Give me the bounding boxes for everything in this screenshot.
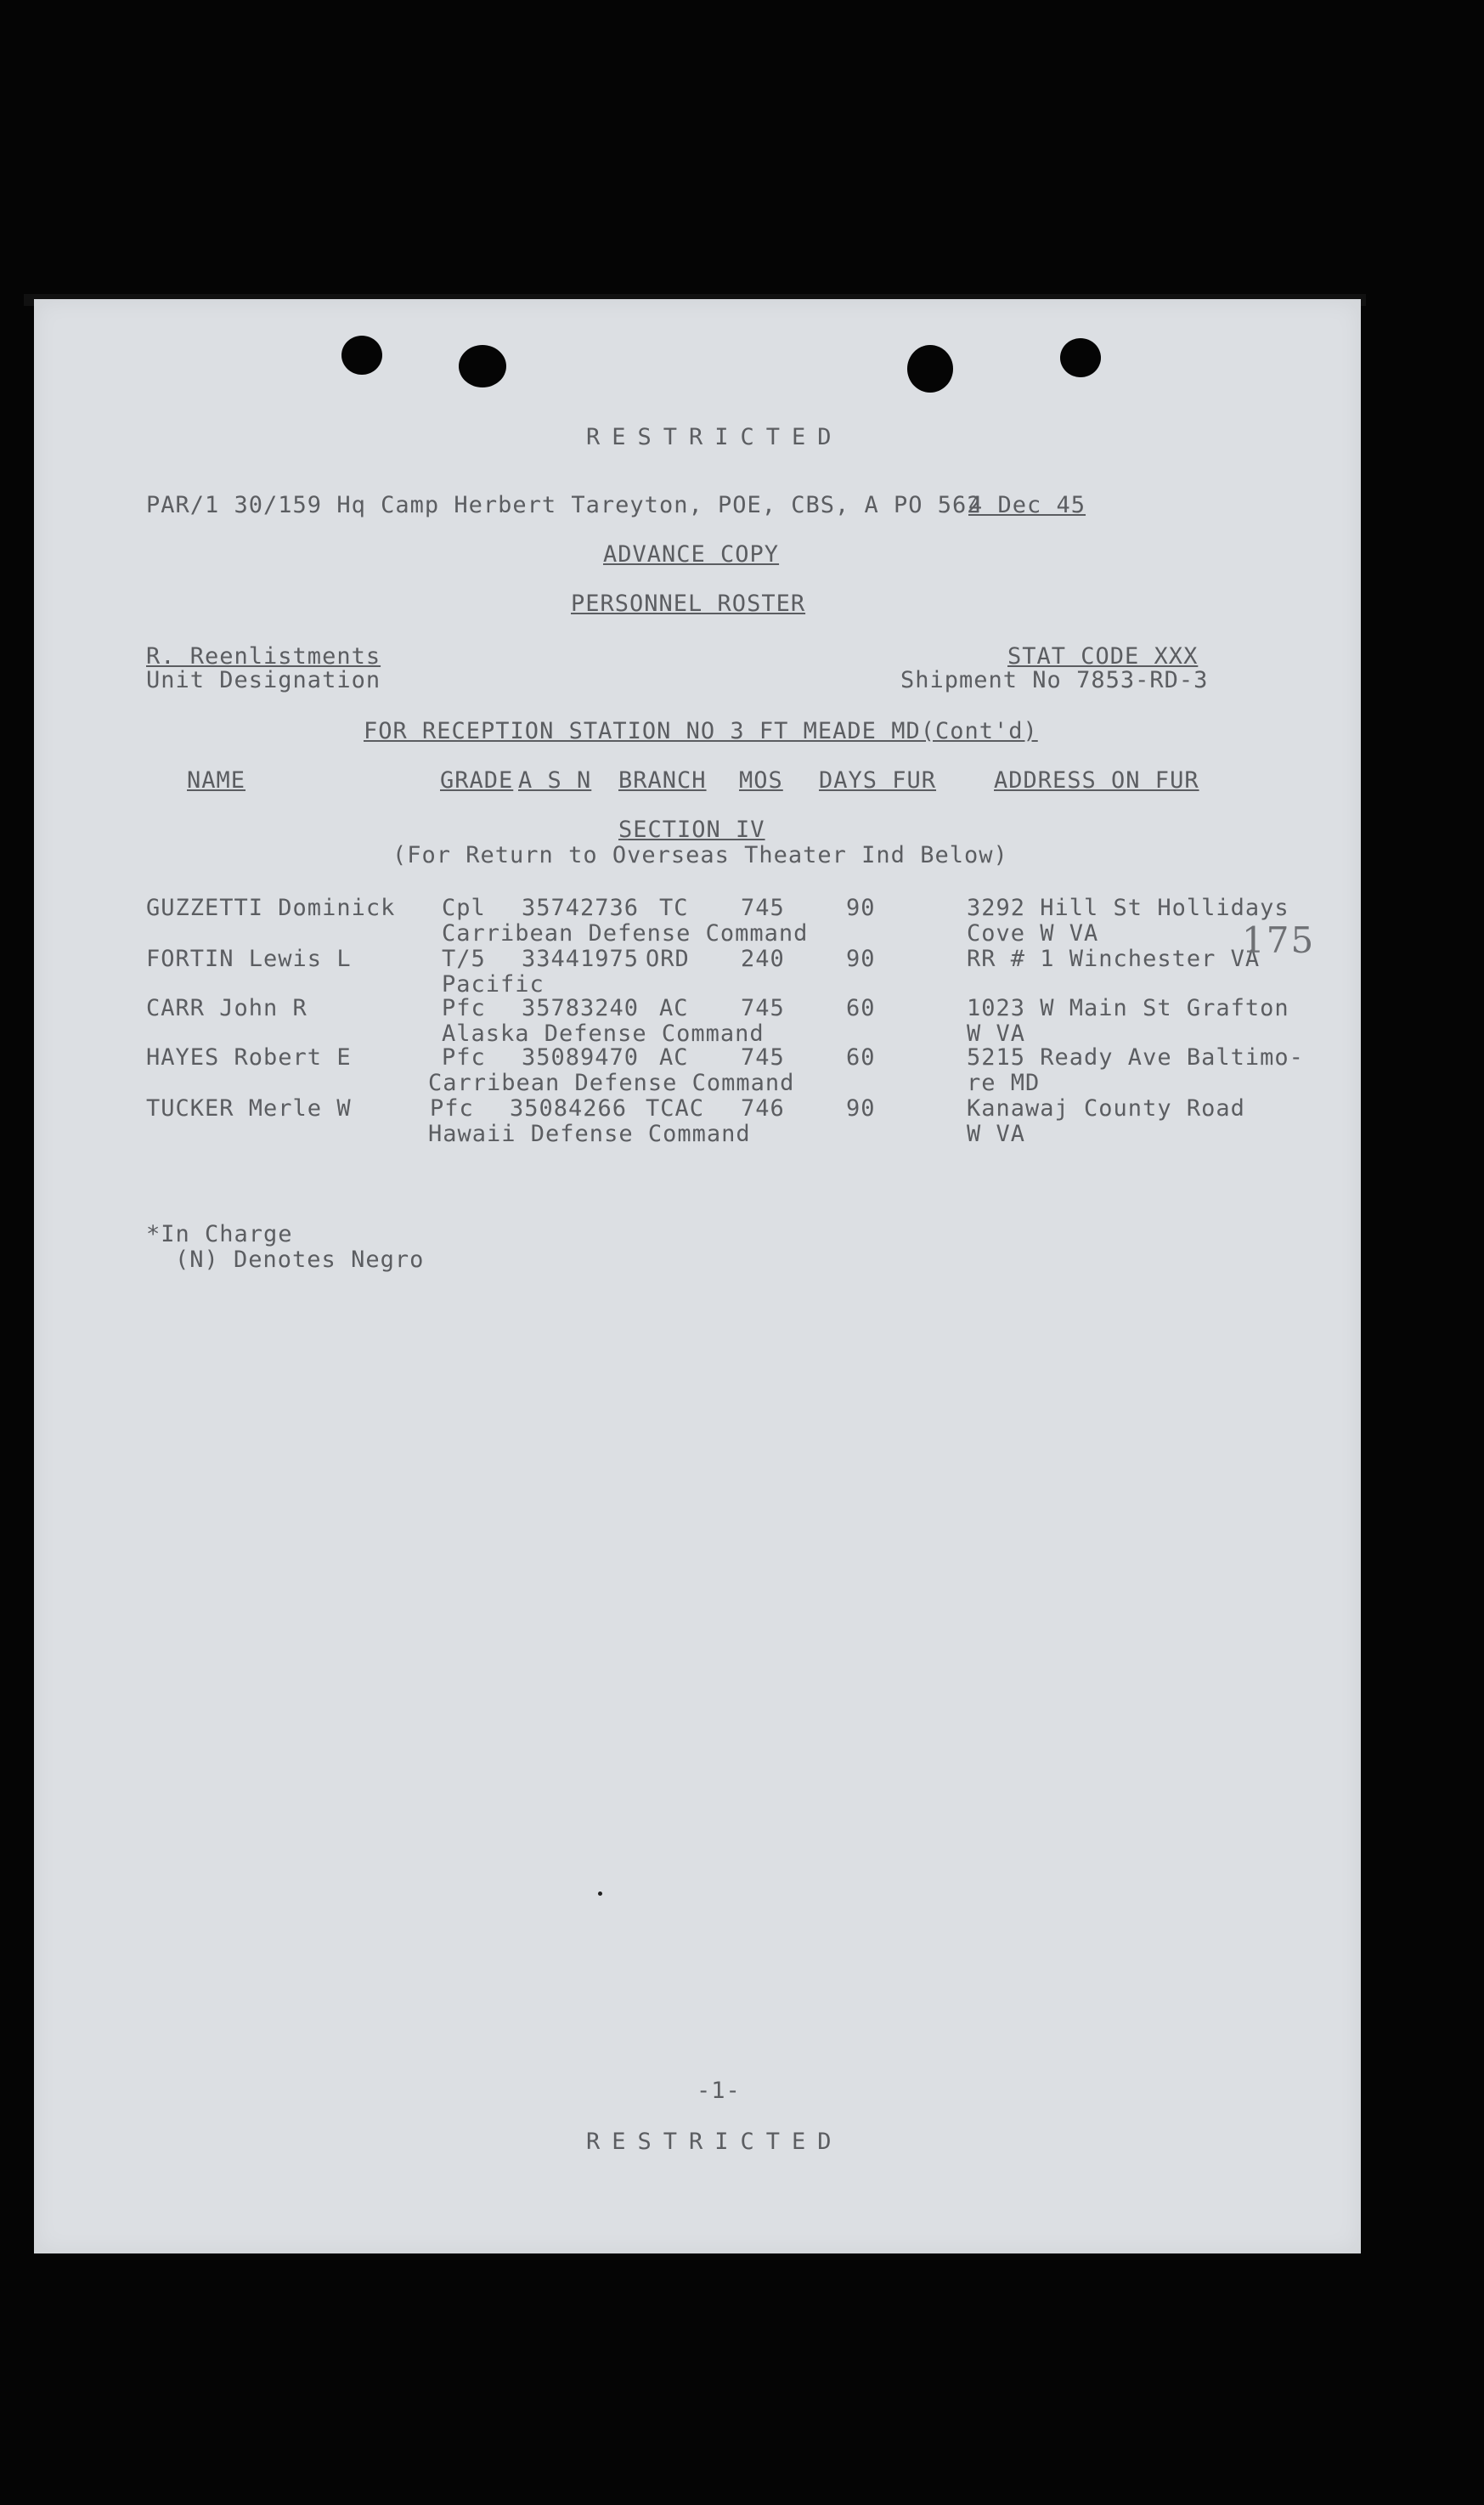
- row-mos: 745: [741, 895, 785, 921]
- punch-hole-1: [341, 336, 382, 375]
- row-name: TUCKER Merle W: [146, 1095, 352, 1122]
- classification-top: RESTRICTED: [586, 424, 844, 450]
- col-name: NAME: [187, 767, 246, 794]
- row-name: CARR John R: [146, 995, 308, 1021]
- row-branch: AC: [659, 1044, 689, 1071]
- row-days: 60: [846, 1044, 876, 1071]
- row-address1: 3292 Hill St Hollidays: [967, 895, 1289, 921]
- advance-copy: ADVANCE COPY: [603, 541, 780, 568]
- classification-bottom: RESTRICTED: [586, 2129, 844, 2155]
- row-grade: T/5: [442, 946, 486, 972]
- section-title: SECTION IV: [618, 817, 765, 843]
- col-grade: GRADE: [440, 767, 514, 794]
- col-asn: A S N: [518, 767, 592, 794]
- row-mos: 240: [741, 946, 785, 972]
- row-asn: 33441975: [522, 946, 640, 972]
- row-grade: Pfc: [430, 1095, 474, 1122]
- row-note: Hawaii Defense Command: [428, 1121, 751, 1147]
- section-subtitle: (For Return to Overseas Theater Ind Below): [392, 842, 1008, 868]
- punch-hole-2: [459, 345, 506, 387]
- row-address2: re MD: [967, 1070, 1041, 1096]
- row-address1: RR # 1 Winchester VA: [967, 946, 1261, 972]
- row-address2: W VA: [967, 1121, 1026, 1147]
- reference-line: PAR/1 30/159 Hq Camp Herbert Tareyton, POE, CBS, A PO 562: [146, 492, 982, 518]
- row-branch: TCAC: [646, 1095, 705, 1122]
- row-mos: 745: [741, 1044, 785, 1071]
- row-asn: 35783240: [522, 995, 640, 1021]
- footnote-negro: (N) Denotes Negro: [175, 1247, 425, 1273]
- row-note: Pacific: [442, 971, 545, 998]
- left-label-1: R. Reenlistments: [146, 643, 381, 670]
- row-note: Alaska Defense Command: [442, 1021, 765, 1047]
- destination: FOR RECEPTION STATION NO 3 FT MEADE MD(Cont'd): [364, 718, 1038, 744]
- roster-title: PERSONNEL ROSTER: [571, 591, 806, 617]
- col-branch: BRANCH: [618, 767, 707, 794]
- col-address: ADDRESS ON FUR: [994, 767, 1199, 794]
- row-grade: Pfc: [442, 1044, 486, 1071]
- footnote-in-charge: *In Charge: [146, 1221, 293, 1247]
- page-number: -1-: [697, 2078, 741, 2104]
- stamp-number: 175: [1242, 919, 1316, 961]
- row-address1: Kanawaj County Road: [967, 1095, 1245, 1122]
- row-days: 90: [846, 1095, 876, 1122]
- col-days-fur: DAYS FUR: [819, 767, 937, 794]
- row-mos: 746: [741, 1095, 785, 1122]
- left-label-2: Unit Designation: [146, 667, 381, 693]
- row-days: 60: [846, 995, 876, 1021]
- row-branch: TC: [659, 895, 689, 921]
- punch-hole-4: [1060, 338, 1101, 377]
- row-grade: Pfc: [442, 995, 486, 1021]
- date: 4 Dec 45: [968, 492, 1086, 518]
- stray-mark: [598, 1891, 602, 1896]
- col-mos: MOS: [739, 767, 783, 794]
- row-address2: Cove W VA: [967, 920, 1099, 947]
- right-label-2: Shipment No 7853-RD-3: [900, 667, 1209, 693]
- row-name: GUZZETTI Dominick: [146, 895, 396, 921]
- row-name: HAYES Robert E: [146, 1044, 352, 1071]
- row-note: Carribean Defense Command: [428, 1070, 795, 1096]
- row-mos: 745: [741, 995, 785, 1021]
- row-branch: ORD: [646, 946, 690, 972]
- row-address1: 1023 W Main St Grafton: [967, 995, 1289, 1021]
- row-name: FORTIN Lewis L: [146, 946, 352, 972]
- row-days: 90: [846, 946, 876, 972]
- row-address1: 5215 Ready Ave Baltimo-: [967, 1044, 1304, 1071]
- row-asn: 35084266: [510, 1095, 628, 1122]
- punch-hole-3: [907, 345, 953, 393]
- row-asn: 35089470: [522, 1044, 640, 1071]
- row-asn: 35742736: [522, 895, 640, 921]
- row-branch: AC: [659, 995, 689, 1021]
- row-note: Carribean Defense Command: [442, 920, 809, 947]
- row-grade: Cpl: [442, 895, 486, 921]
- row-address2: W VA: [967, 1021, 1026, 1047]
- right-label-1: STAT CODE XXX: [1007, 643, 1199, 670]
- row-days: 90: [846, 895, 876, 921]
